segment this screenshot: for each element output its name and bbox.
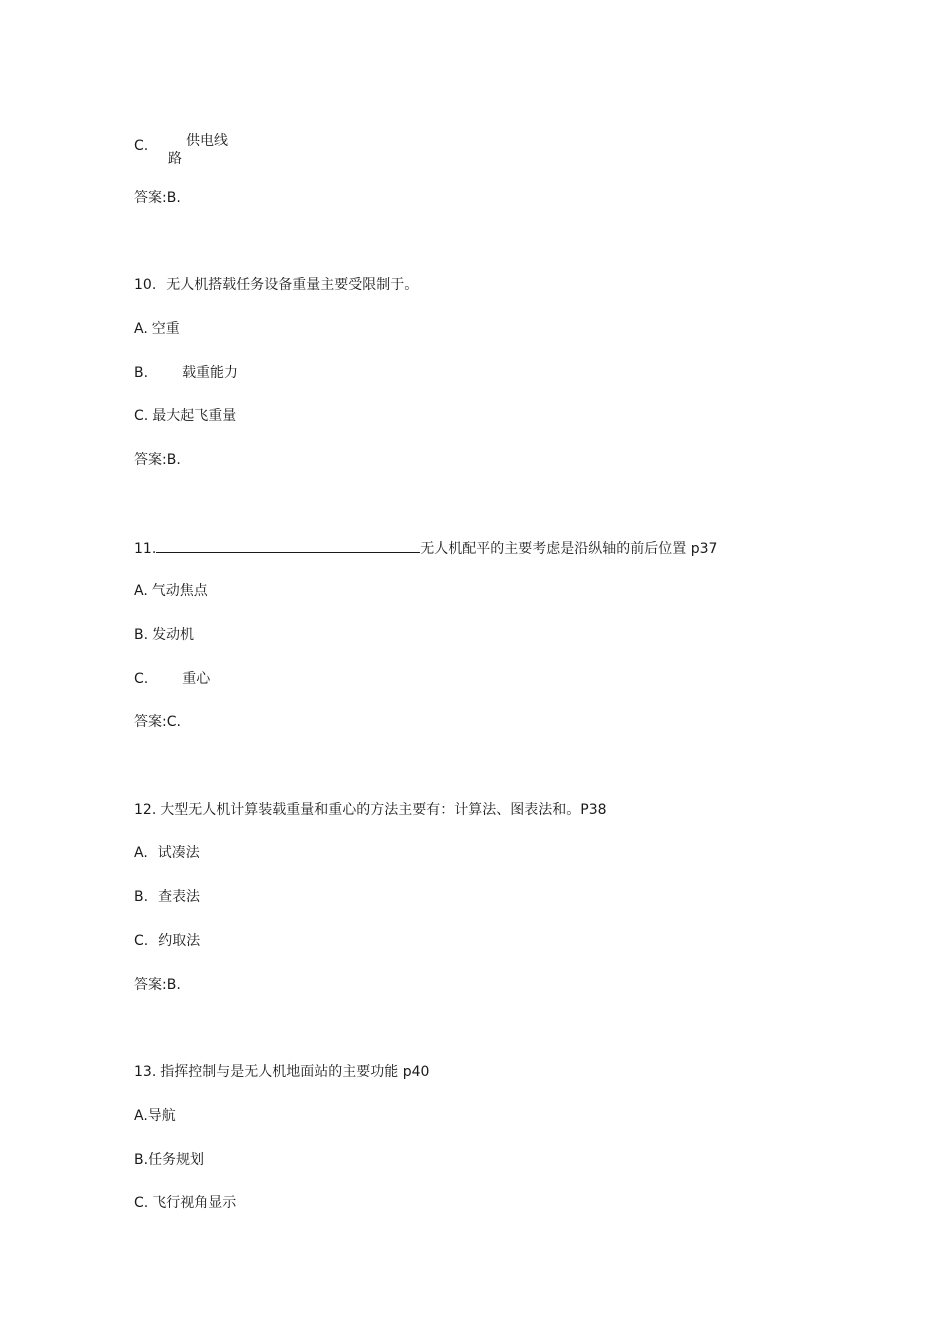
q13-question [134,1063,429,1081]
q10-option-a-label: A. [134,321,148,337]
q11-option-a [134,582,208,600]
q10-answer: 答案:B. [134,452,181,468]
q10-option-c [134,407,236,425]
q13-question-text: 指挥控制与是无人机地面站的主要功能 p40 [160,1064,430,1080]
q13-option-c-label: C. [134,1195,149,1211]
q9-answer: 答案:B. [134,190,181,206]
q11-question [134,538,717,558]
q10-question-text: 无人机搭载任务设备重量主要受限制于。 [166,277,419,293]
q13-option-a [134,1107,176,1125]
q11-question-text: 无人机配平的主要考虑是沿纵轴的前后位置 p37 [420,541,718,557]
q9-option-c [134,128,334,168]
q12-option-a-text: 试凑法 [157,845,200,861]
q11-option-b [134,626,194,644]
q11-option-b-label: B. [134,627,149,643]
q9-option-c-label: C. [134,138,149,154]
q10-option-a-text: 空重 [151,321,180,337]
q12-option-c [134,932,200,950]
q13-option-b-text: 任务规划 [148,1152,205,1168]
q12-option-a [134,844,200,862]
q9-option-c-text-line2: 路 [168,151,182,167]
q11-option-a-label: A. [134,583,148,599]
q11-blank-line [156,538,420,553]
q13-option-c-text: 飞行视角显示 [152,1195,237,1211]
q12-option-b-label: B. [134,889,149,905]
q10-option-a [134,320,180,338]
q13-number: 13. [134,1064,157,1080]
q10-question [134,276,418,294]
q11-answer: 答案:C. [134,714,181,730]
q10-option-c-label: C. [134,408,149,424]
q13-option-c [134,1194,236,1212]
q10-number: 10. [134,277,157,293]
q13-option-a-text: 导航 [147,1108,176,1124]
q12-question-text: 大型无人机计算装载重量和重心的方法主要有：计算法、图表法和。P38 [160,802,607,818]
q12-option-c-text: 约取法 [158,933,201,949]
q9-option-c-text-line1: 供电线 [186,133,228,149]
q11-option-b-text: 发动机 [152,627,195,643]
q11-number: 11. [134,541,157,557]
q11-option-a-text: 气动焦点 [151,583,208,599]
q12-answer: 答案:B. [134,977,181,993]
q11-option-c [134,670,210,688]
q11-option-c-text: 重心 [182,671,211,687]
q13-option-b [134,1151,204,1169]
q12-option-b [134,888,200,906]
q10-option-b [134,364,238,382]
q11-option-c-label: C. [134,671,149,687]
q12-option-a-label: A. [134,845,148,861]
q12-option-c-label: C. [134,933,149,949]
q12-number: 12. [134,802,157,818]
q12-question [134,801,607,819]
q13-option-a-label: A. [134,1108,148,1124]
q10-option-b-label: B. [134,365,149,381]
q10-option-b-text: 载重能力 [182,365,239,381]
q13-option-b-label: B. [134,1152,149,1168]
q12-option-b-text: 查表法 [158,889,201,905]
q10-option-c-text: 最大起飞重量 [152,408,237,424]
